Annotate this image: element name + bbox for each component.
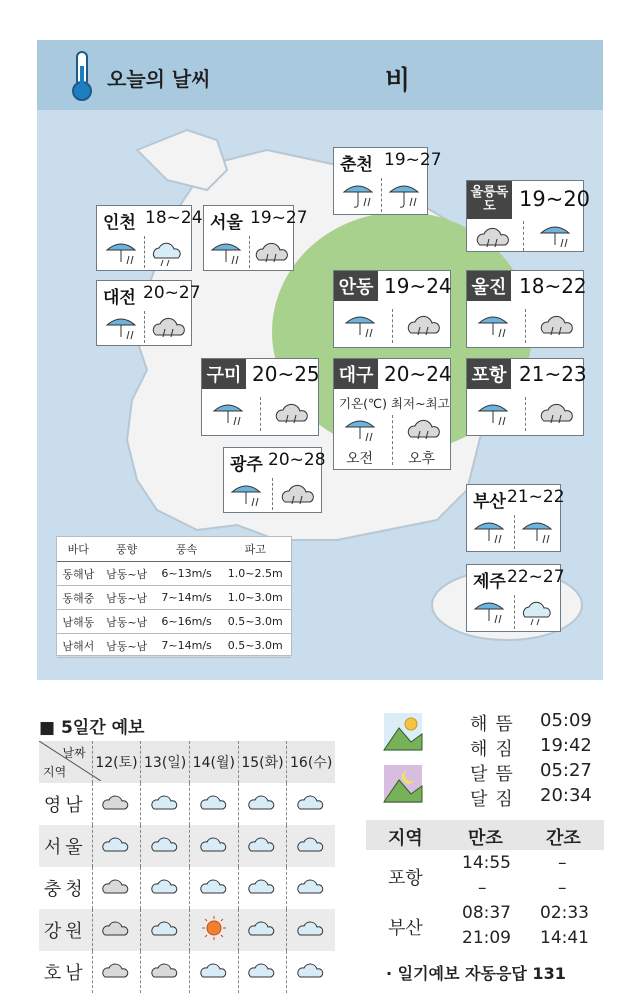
city-card-seoul [203, 205, 308, 271]
tide-region: 부산 [388, 918, 423, 939]
city-card-chuncheon [333, 147, 442, 215]
moonset-label: 달짐 [470, 789, 521, 810]
partly-cloudy-icon [238, 783, 287, 825]
overcast-icon [406, 309, 442, 341]
cloudy-icon [92, 867, 141, 909]
table-row [57, 586, 291, 610]
rain-icon [475, 309, 511, 341]
temp-range: 18~24 [145, 208, 203, 228]
sunny-icon [189, 909, 238, 951]
sea-cell: 남동~남 [100, 634, 154, 658]
cloudy-icon [141, 951, 190, 993]
temp-range: 20~24 [384, 362, 452, 386]
rain-icon [471, 595, 507, 627]
sea-cell: 동해남 [57, 562, 100, 586]
city-card-busan [466, 484, 565, 552]
partly-cloudy-icon [141, 867, 190, 909]
sea-forecast-table [56, 536, 292, 656]
partly-cloudy-icon [189, 825, 238, 867]
tide-region: 포항 [388, 868, 423, 889]
partly-cloudy-icon [287, 867, 335, 909]
city-tag: 구미 [202, 359, 246, 389]
partly-cloudy-icon [238, 825, 287, 867]
city-card-gumi [201, 358, 319, 436]
temp-range: 18~22 [519, 274, 587, 298]
overcast-icon [539, 309, 575, 341]
moonset-time: 20:34 [540, 785, 592, 806]
overcast-icon [406, 413, 442, 445]
table-row [57, 610, 291, 634]
sea-cell: 0.5~3.0m [219, 634, 291, 658]
temp-range: 21~22 [507, 487, 565, 507]
sea-cell: 7~14m/s [154, 586, 220, 610]
corner-cell [39, 741, 92, 783]
sea-cell: 동해중 [57, 586, 100, 610]
sea-cell: 1.0~2.5m [219, 562, 291, 586]
corner-region: 지역 [43, 765, 67, 779]
sea-cell: 7~14m/s [154, 634, 220, 658]
tide-high-1: 14:55 [462, 853, 511, 873]
tide-high-2: – [478, 878, 487, 898]
partly-cloudy-icon [238, 867, 287, 909]
city-name: 인천 [103, 213, 136, 233]
city-tag: 포항 [467, 359, 511, 389]
sea-cell: 남동~남 [100, 610, 154, 634]
temp-range: 19~27 [384, 150, 442, 170]
table-row [39, 867, 335, 909]
sea-cell: 6~13m/s [154, 562, 220, 586]
table-row [39, 783, 335, 825]
day-header: 14(월) [189, 741, 238, 783]
tide-low-2: – [558, 878, 567, 898]
moonrise-label: 달뜸 [470, 764, 521, 785]
city-card-jeju [466, 564, 565, 632]
table-row [57, 562, 291, 586]
city-card-andong [333, 270, 451, 348]
overcast-icon [475, 221, 511, 253]
table-row [39, 951, 335, 993]
city-card-uljin [466, 270, 587, 348]
cloudy-rain-icon [149, 236, 185, 268]
sea-header: 풍향 [100, 537, 154, 562]
rain-icon [103, 236, 139, 268]
city-name: 서울 [210, 213, 243, 233]
city-name: 제주 [473, 572, 506, 592]
legend-temp: 기온(℃) 최저~최고 [339, 396, 450, 411]
rain-icon [210, 397, 246, 429]
partly-cloudy-icon [92, 825, 141, 867]
rain-icon [471, 515, 507, 547]
rain-icon [103, 311, 139, 343]
sea-cell: 남동~남 [100, 562, 154, 586]
partly-cloudy-icon [287, 951, 335, 993]
temp-range: 19~20 [519, 187, 591, 211]
overcast-icon [274, 397, 310, 429]
city-name: 대전 [103, 288, 136, 308]
partly-cloudy-icon [287, 909, 335, 951]
rain-icon [475, 397, 511, 429]
rain-icon [342, 309, 378, 341]
rain-icon [386, 178, 422, 210]
cloudy-icon [92, 951, 141, 993]
region-name: 영남 [39, 783, 92, 825]
tide-header-low: 간조 [546, 828, 581, 849]
city-tag: 안동 [334, 271, 378, 301]
overcast-icon [151, 311, 187, 343]
overcast-icon [280, 478, 316, 510]
forecast-table [39, 741, 335, 993]
partly-cloudy-icon [189, 867, 238, 909]
partly-cloudy-icon [141, 825, 190, 867]
sunrise-icon [383, 712, 423, 752]
tide-low-1: 02:33 [540, 903, 589, 923]
temp-range: 20~25 [252, 362, 320, 386]
temp-range: 21~23 [519, 362, 587, 386]
partly-cloudy-icon [238, 909, 287, 951]
tide-low-2: 14:41 [540, 928, 589, 948]
city-card-gwangju [223, 447, 326, 513]
sea-cell: 0.5~3.0m [219, 610, 291, 634]
day-header: 16(수) [287, 741, 335, 783]
region-name: 강원 [39, 909, 92, 951]
thermometer-icon [66, 50, 98, 102]
sea-cell: 남해동 [57, 610, 100, 634]
day-header: 12(토) [92, 741, 141, 783]
partly-cloudy-icon [287, 783, 335, 825]
sea-cell: 1.0~3.0m [219, 586, 291, 610]
tide-low-1: – [558, 853, 567, 873]
legend-am: 오전 [346, 451, 374, 467]
rain-icon [342, 413, 378, 445]
day-header: 15(화) [238, 741, 287, 783]
cloudy-rain-icon [519, 595, 555, 627]
city-card-pohang [466, 358, 587, 436]
city-card-ulleung [466, 180, 591, 252]
sunset-label: 해짐 [470, 739, 521, 760]
city-name: 부산 [473, 492, 506, 512]
tide-high-1: 08:37 [462, 903, 511, 923]
table-row [39, 909, 335, 951]
forecast-title: ■ 5일간 예보 [39, 718, 145, 738]
moonrise-icon [383, 764, 423, 804]
temp-range: 20~27 [143, 283, 201, 303]
corner-date: 날짜 [62, 746, 86, 760]
sea-header: 파고 [219, 537, 291, 562]
sea-header: 바다 [57, 537, 100, 562]
table-row [57, 634, 291, 658]
tide-high-2: 21:09 [462, 928, 511, 948]
table-row [39, 825, 335, 867]
sunrise-time: 05:09 [540, 710, 592, 731]
temp-range: 19~24 [384, 274, 452, 298]
overcast-icon [539, 397, 575, 429]
temp-range: 19~27 [250, 208, 308, 228]
legend-pm: 오후 [408, 451, 436, 467]
sea-cell: 남동~남 [100, 586, 154, 610]
rain-icon [519, 515, 555, 547]
partly-cloudy-icon [238, 951, 287, 993]
partly-cloudy-icon [141, 783, 190, 825]
rain-icon [228, 478, 264, 510]
partly-cloudy-icon [189, 783, 238, 825]
overcast-icon [254, 236, 290, 268]
cloudy-icon [92, 909, 141, 951]
sunset-time: 19:42 [540, 735, 592, 756]
weather-summary: 비 [385, 66, 411, 96]
city-card-daegu [333, 358, 451, 470]
partly-cloudy-icon [141, 909, 190, 951]
city-card-daejeon [96, 280, 201, 346]
sea-header: 풍속 [154, 537, 220, 562]
region-name: 충청 [39, 867, 92, 909]
rain-icon [340, 178, 376, 210]
rain-icon [208, 236, 244, 268]
city-tag: 울릉독도 [467, 181, 512, 219]
partly-cloudy-icon [189, 951, 238, 993]
city-tag: 울진 [467, 271, 511, 301]
region-name: 호남 [39, 951, 92, 993]
sunrise-label: 해뜸 [470, 714, 521, 735]
page-title: 오늘의 날씨 [107, 67, 211, 91]
city-name: 춘천 [340, 155, 373, 175]
city-card-incheon [96, 205, 203, 271]
city-tag: 대구 [334, 359, 378, 389]
cloudy-icon [92, 783, 141, 825]
sea-cell: 남해서 [57, 634, 100, 658]
tide-header-region: 지역 [388, 828, 423, 849]
rain-icon [537, 219, 573, 251]
day-header: 13(일) [141, 741, 190, 783]
sea-cell: 6~16m/s [154, 610, 220, 634]
temp-range: 20~28 [268, 450, 326, 470]
city-name: 광주 [230, 455, 263, 475]
region-name: 서울 [39, 825, 92, 867]
temp-range: 22~27 [507, 567, 565, 587]
footer-note: · 일기예보 자동응답 131 [386, 964, 566, 983]
partly-cloudy-icon [287, 825, 335, 867]
moonrise-time: 05:27 [540, 760, 592, 781]
tide-header-high: 만조 [468, 828, 503, 849]
